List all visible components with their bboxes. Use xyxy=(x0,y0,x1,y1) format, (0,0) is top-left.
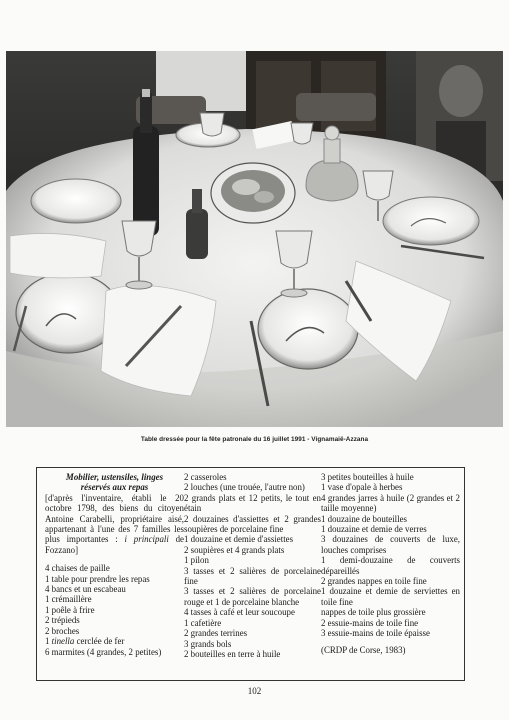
tinella-word: tinella xyxy=(51,636,75,647)
list-item: 3 grands bols xyxy=(184,638,232,649)
inventory-note-end: de Fozzano] xyxy=(45,534,184,555)
list-item: 1 douzaine et demie de verres xyxy=(321,524,427,535)
list-item: 2 essuie-mains de toile fine xyxy=(321,617,419,628)
inventory-note-text: [d'après l'inventaire, établi le 20 octobre 1798, des biens du citoyen Antoine Carabelli, propriétaire aisé, appartenant à l'une des 7 familles les plus importantes : xyxy=(45,492,184,545)
list-item: 2 trépieds xyxy=(45,615,80,626)
source-citation: (CRDP de Corse, 1983) xyxy=(321,644,406,655)
list-item: 2 grandes nappes en toile fine xyxy=(321,576,427,587)
list-item: 1 crémaillère xyxy=(45,594,92,605)
table-setting-photo xyxy=(6,51,503,427)
inventory-note-italic: i principali xyxy=(124,534,169,545)
inventory-heading-line1: Mobilier, ustensiles, linges xyxy=(65,472,164,482)
list-item: 1 pilon xyxy=(184,555,209,566)
list-item: 1 douzaine et demie d'assiettes xyxy=(184,534,294,545)
list-item: 1 table pour prendre les repas xyxy=(45,573,150,584)
list-item: 3 tasses et 2 salières de porcelaine rouge et 1 de porcelaine blanche xyxy=(184,586,321,607)
list-item: 2 bouteilles en terre à huile xyxy=(184,648,281,659)
list-item xyxy=(45,636,184,646)
list-item: 3 tasses et 2 salières de porcelaine fine xyxy=(184,565,321,587)
inventory-note xyxy=(45,493,184,555)
list-item: 4 grandes jarres à huile (2 grandes et 2 taille moyenne) xyxy=(321,492,460,514)
inventory-heading-line2: réservés aux repas xyxy=(80,482,149,493)
list-item: 2 douzaines d'assiettes et 2 grandes soupières de porcelaine fine xyxy=(184,513,321,535)
list-item: 1 poêle à frire xyxy=(45,604,95,615)
inventory-column-2 xyxy=(184,472,321,659)
list-item: 2 grandes terrines xyxy=(184,628,248,639)
inventory-box xyxy=(36,467,465,681)
list-item: 2 grands plats et 12 petits, le tout en étain xyxy=(184,492,321,514)
list-item: 1 cafetière xyxy=(184,617,222,628)
inventory-column-3 xyxy=(321,472,460,655)
list-item: 1 douzaine et demie de serviettes en toile fine xyxy=(321,586,460,607)
list-item: 3 petites bouteilles à huile xyxy=(321,472,414,482)
tinella-desc: cerclée de fer xyxy=(74,636,125,647)
list-item: 2 broches xyxy=(45,625,80,636)
list-item: nappes de toile plus grossière xyxy=(321,607,426,618)
list-item: 2 louches (une trouée, l'autre non) xyxy=(184,482,305,493)
list-item: 6 marmites (4 grandes, 2 petites) xyxy=(45,646,162,657)
photo-caption: Table dressée pour la fête patronale du 16 juillet 1991 - Vignamaië-Azzana xyxy=(140,436,369,443)
list-item: 4 chaises de paille xyxy=(45,563,110,574)
list-item: 4 bancs et un escabeau xyxy=(45,584,126,595)
list-item: 2 casseroles xyxy=(184,472,227,482)
tinella-count: 1 xyxy=(45,636,52,647)
list-item: 1 vase d'opale à herbes xyxy=(321,482,403,493)
page-number: 102 xyxy=(247,686,262,696)
list-item: 4 tasses à café et leur soucoupe xyxy=(184,607,295,618)
list-item: 3 essuie-mains de toile épaisse xyxy=(321,628,430,639)
list-item: 3 douzaines de couverts de luxe, louches comprises xyxy=(321,534,460,555)
list-item: 1 demi-douzaine de couverts dépareillés xyxy=(321,555,460,576)
list-item: 1 douzaine de bouteilles xyxy=(321,513,408,524)
inventory-column-1 xyxy=(45,472,184,657)
list-item: 2 soupières et 4 grands plats xyxy=(184,544,285,555)
